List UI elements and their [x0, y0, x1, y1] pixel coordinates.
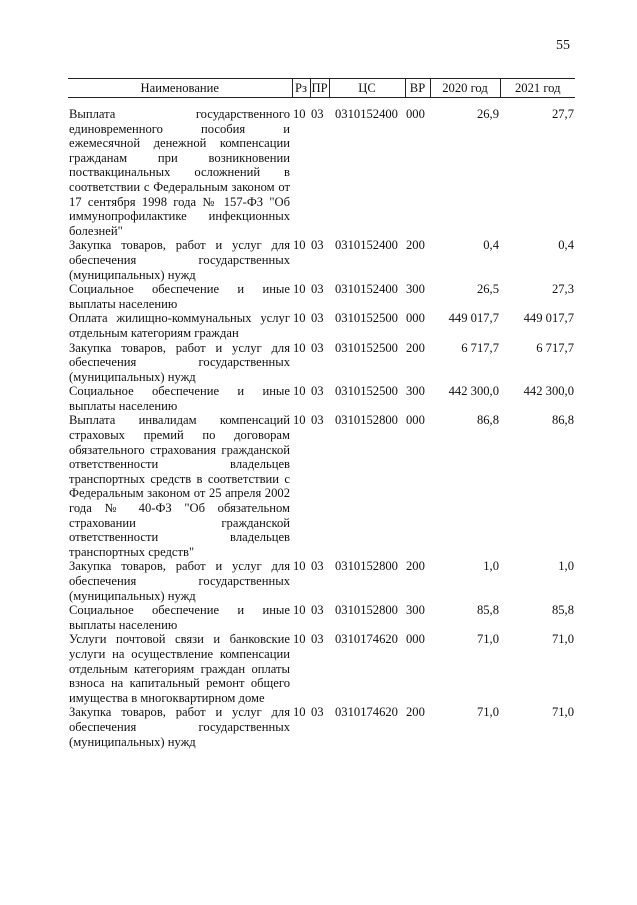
table-row — [68, 238, 575, 282]
cell-pr: 03 — [311, 238, 324, 253]
header-pr: ПР — [310, 79, 329, 98]
cell-2020: 26,9 — [476, 107, 499, 121]
table-row — [68, 705, 575, 749]
cell-vr: 300 — [406, 603, 425, 618]
cell-rz: 10 — [293, 384, 306, 399]
cell-vr: 200 — [406, 238, 425, 253]
cell-2020: 0,4 — [483, 238, 499, 253]
budget-table — [68, 78, 575, 749]
cell-pr: 03 — [311, 340, 324, 355]
table-row — [68, 282, 575, 311]
cell-name: Социальное обеспечение и иные выплаты населению — [69, 282, 290, 311]
cell-name: Социальное обеспечение и иные выплаты населению — [69, 384, 290, 413]
cell-2021: 27,7 — [551, 107, 574, 121]
cell-pr: 03 — [311, 384, 324, 399]
cell-cs: 0310174620 — [335, 705, 398, 720]
table-row — [68, 559, 575, 603]
cell-vr: 300 — [406, 384, 425, 399]
header-2020: 2020 год — [430, 79, 500, 98]
cell-pr: 03 — [311, 282, 324, 297]
cell-2021: 86,8 — [551, 413, 574, 428]
table-header-row — [68, 79, 575, 98]
cell-rz: 10 — [293, 413, 306, 428]
cell-rz: 10 — [293, 311, 306, 326]
cell-2020: 71,0 — [476, 705, 499, 720]
cell-cs: 0310152400 — [335, 282, 398, 297]
cell-cs: 0310174620 — [335, 632, 398, 647]
cell-name: Выплата инвалидам компенсаций страховых премий по договорам обязательного страхования гражданской ответственности владельцев транспортных средств в соответствии с Федеральным законом от 25 апреля 2002 года № 40-ФЗ "Об обязательном страховании гражданской ответственности владельцев транспортных средств" — [69, 413, 290, 559]
cell-cs: 0310152800 — [335, 413, 398, 428]
cell-vr: 000 — [406, 632, 425, 647]
cell-pr: 03 — [311, 603, 324, 618]
cell-cs: 0310152400 — [335, 238, 398, 253]
header-2021: 2021 год — [500, 79, 575, 98]
cell-name: Выплата государственного единовременного пособия и ежемесячной денежной компенсации гражданам при возникновении поствакцинальных осложнений в соответствии с Федеральным законом от 17 сентября 1998 года № 157-ФЗ "Об иммунопрофилактике инфекционных болезней" — [69, 107, 290, 238]
cell-2021: 85,8 — [551, 603, 574, 618]
cell-pr: 03 — [311, 107, 324, 121]
cell-cs: 0310152500 — [335, 340, 398, 355]
table-body — [68, 98, 575, 750]
cell-name: Закупка товаров, работ и услуг для обеспечения государственных (муниципальных) нужд — [69, 238, 290, 282]
cell-pr: 03 — [311, 311, 324, 326]
cell-rz: 10 — [293, 107, 306, 121]
cell-name: Закупка товаров, работ и услуг для обеспечения государственных (муниципальных) нужд — [69, 705, 290, 749]
cell-pr: 03 — [311, 413, 324, 428]
header-cs: ЦС — [329, 79, 405, 98]
cell-name: Услуги почтовой связи и банковские услуги на осуществление компенсации отдельным категориям граждан оплаты взноса на капитальный ремонт общего имущества в многоквартирном доме — [69, 632, 290, 705]
cell-pr: 03 — [311, 632, 324, 647]
cell-rz: 10 — [293, 705, 306, 720]
cell-2020: 26,5 — [476, 282, 499, 297]
page-number: 55 — [556, 38, 570, 53]
table-row — [68, 311, 575, 340]
cell-vr: 000 — [406, 107, 425, 121]
cell-name: Закупка товаров, работ и услуг для обеспечения государственных (муниципальных) нужд — [69, 559, 290, 603]
cell-rz: 10 — [293, 632, 306, 647]
cell-vr: 200 — [406, 705, 425, 720]
table-row — [68, 632, 575, 705]
cell-cs: 0310152500 — [335, 311, 398, 326]
table-row — [68, 603, 575, 632]
cell-cs: 0310152500 — [335, 384, 398, 399]
cell-2021: 6 717,7 — [536, 340, 574, 355]
cell-rz: 10 — [293, 238, 306, 253]
table-row — [68, 384, 575, 413]
table-row — [68, 98, 575, 239]
cell-2020: 71,0 — [476, 632, 499, 647]
cell-2021: 71,0 — [551, 705, 574, 720]
cell-rz: 10 — [293, 340, 306, 355]
cell-2021: 442 300,0 — [523, 384, 574, 399]
header-vr: ВР — [405, 79, 430, 98]
table-row — [68, 413, 575, 559]
cell-2021: 449 017,7 — [523, 311, 574, 326]
cell-name: Оплата жилищно-коммунальных услуг отдельным категориям граждан — [69, 311, 290, 340]
header-rz: Рз — [292, 79, 310, 98]
cell-name: Социальное обеспечение и иные выплаты населению — [69, 603, 290, 632]
cell-2020: 1,0 — [483, 559, 499, 574]
cell-2020: 442 300,0 — [448, 384, 499, 399]
cell-rz: 10 — [293, 559, 306, 574]
cell-2021: 27,3 — [551, 282, 574, 297]
cell-2021: 71,0 — [551, 632, 574, 647]
cell-rz: 10 — [293, 603, 306, 618]
cell-2021: 0,4 — [558, 238, 574, 253]
cell-vr: 000 — [406, 413, 425, 428]
cell-2020: 86,8 — [476, 413, 499, 428]
cell-pr: 03 — [311, 705, 324, 720]
cell-pr: 03 — [311, 559, 324, 574]
cell-rz: 10 — [293, 282, 306, 297]
cell-cs: 0310152800 — [335, 559, 398, 574]
cell-2020: 6 717,7 — [461, 340, 499, 355]
cell-2020: 449 017,7 — [448, 311, 499, 326]
header-name: Наименование — [68, 79, 292, 98]
cell-name: Закупка товаров, работ и услуг для обеспечения государственных (муниципальных) нужд — [69, 340, 290, 384]
cell-vr: 200 — [406, 340, 425, 355]
cell-2020: 85,8 — [476, 603, 499, 618]
cell-vr: 200 — [406, 559, 425, 574]
cell-vr: 000 — [406, 311, 425, 326]
cell-cs: 0310152800 — [335, 603, 398, 618]
cell-2021: 1,0 — [558, 559, 574, 574]
table-row — [68, 341, 575, 385]
cell-cs: 0310152400 — [335, 107, 398, 121]
cell-vr: 300 — [406, 282, 425, 297]
